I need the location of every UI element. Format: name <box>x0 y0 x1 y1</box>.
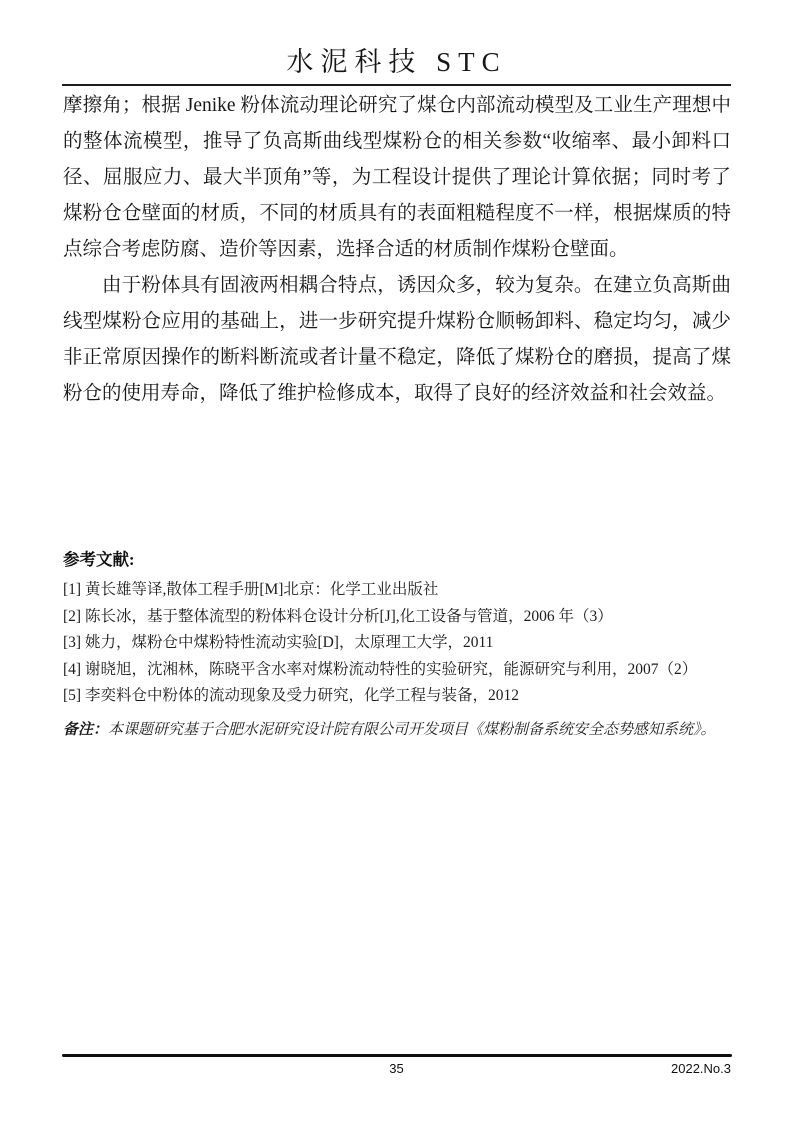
note-text: 本课题研究基于合肥水泥研究设计院有限公司开发项目《煤粉制备系统安全态势感知系统》。 <box>108 722 716 738</box>
reference-item-1: [1] 黄长雄等译,散体工程手册[M]北京：化学工业出版社 <box>63 581 439 598</box>
note-label: 备注： <box>63 722 109 738</box>
reference-item-2: [2] 陈长冰，基于整体流型的粉体料仓设计分析[J],化工设备与管道，2006 年（3） <box>63 607 613 625</box>
references-section <box>63 546 731 710</box>
reference-item-5: [5] 李奕料仓中粉体的流动现象及受力研究，化学工程与装备，2012 <box>63 687 519 704</box>
journal-title: 水泥科技 STC <box>286 47 507 77</box>
reference-item-4: [4] 谢晓旭，沈湘林，陈晓平含水率对煤粉流动特性的实验研究，能源研究与利用，2007（2） <box>63 660 698 678</box>
footer-page-number: 35 <box>389 1061 404 1076</box>
reference-item-3: [3] 姚力，煤粉仓中煤粉特性流动实验[D]，太原理工大学，2011 <box>63 634 494 651</box>
body-text <box>63 88 731 412</box>
header-rule <box>62 84 731 86</box>
note-line <box>63 718 731 739</box>
references-heading: 参考文献: <box>63 550 135 569</box>
body-paragraph-1: 摩擦角；根据 Jenike 粉体流动理论研究了煤仓内部流动模型及工业生产理想中的整体流模型，推导了负高斯曲线型煤粉仓的相关参数“收缩率、最小卸料口径、屈服应力、最大半顶角”等，为工程设计提供了理论计算依据；同时考了煤粉仓仓壁面的材质，不同的材质具有的表面粗糙程度不一样，根据煤质的特点综合考虑防腐、造价等因素，选择合适的材质制作煤粉仓壁面。 <box>63 95 731 260</box>
footer-issue-label: 2022.No.3 <box>671 1061 731 1076</box>
body-paragraph-2: 由于粉体具有固液两相耦合特点，诱因众多，较为复杂。在建立负高斯曲线型煤粉仓应用的基础上，进一步研究提升煤粉仓顺畅卸料、稳定均匀，减少非正常原因操作的断料断流或者计量不稳定，降低了煤粉仓的磨损，提高了煤粉仓的使用寿命，降低了维护检修成本，取得了良好的经济效益和社会效益。 <box>63 275 731 404</box>
footer-rule <box>62 1054 732 1057</box>
